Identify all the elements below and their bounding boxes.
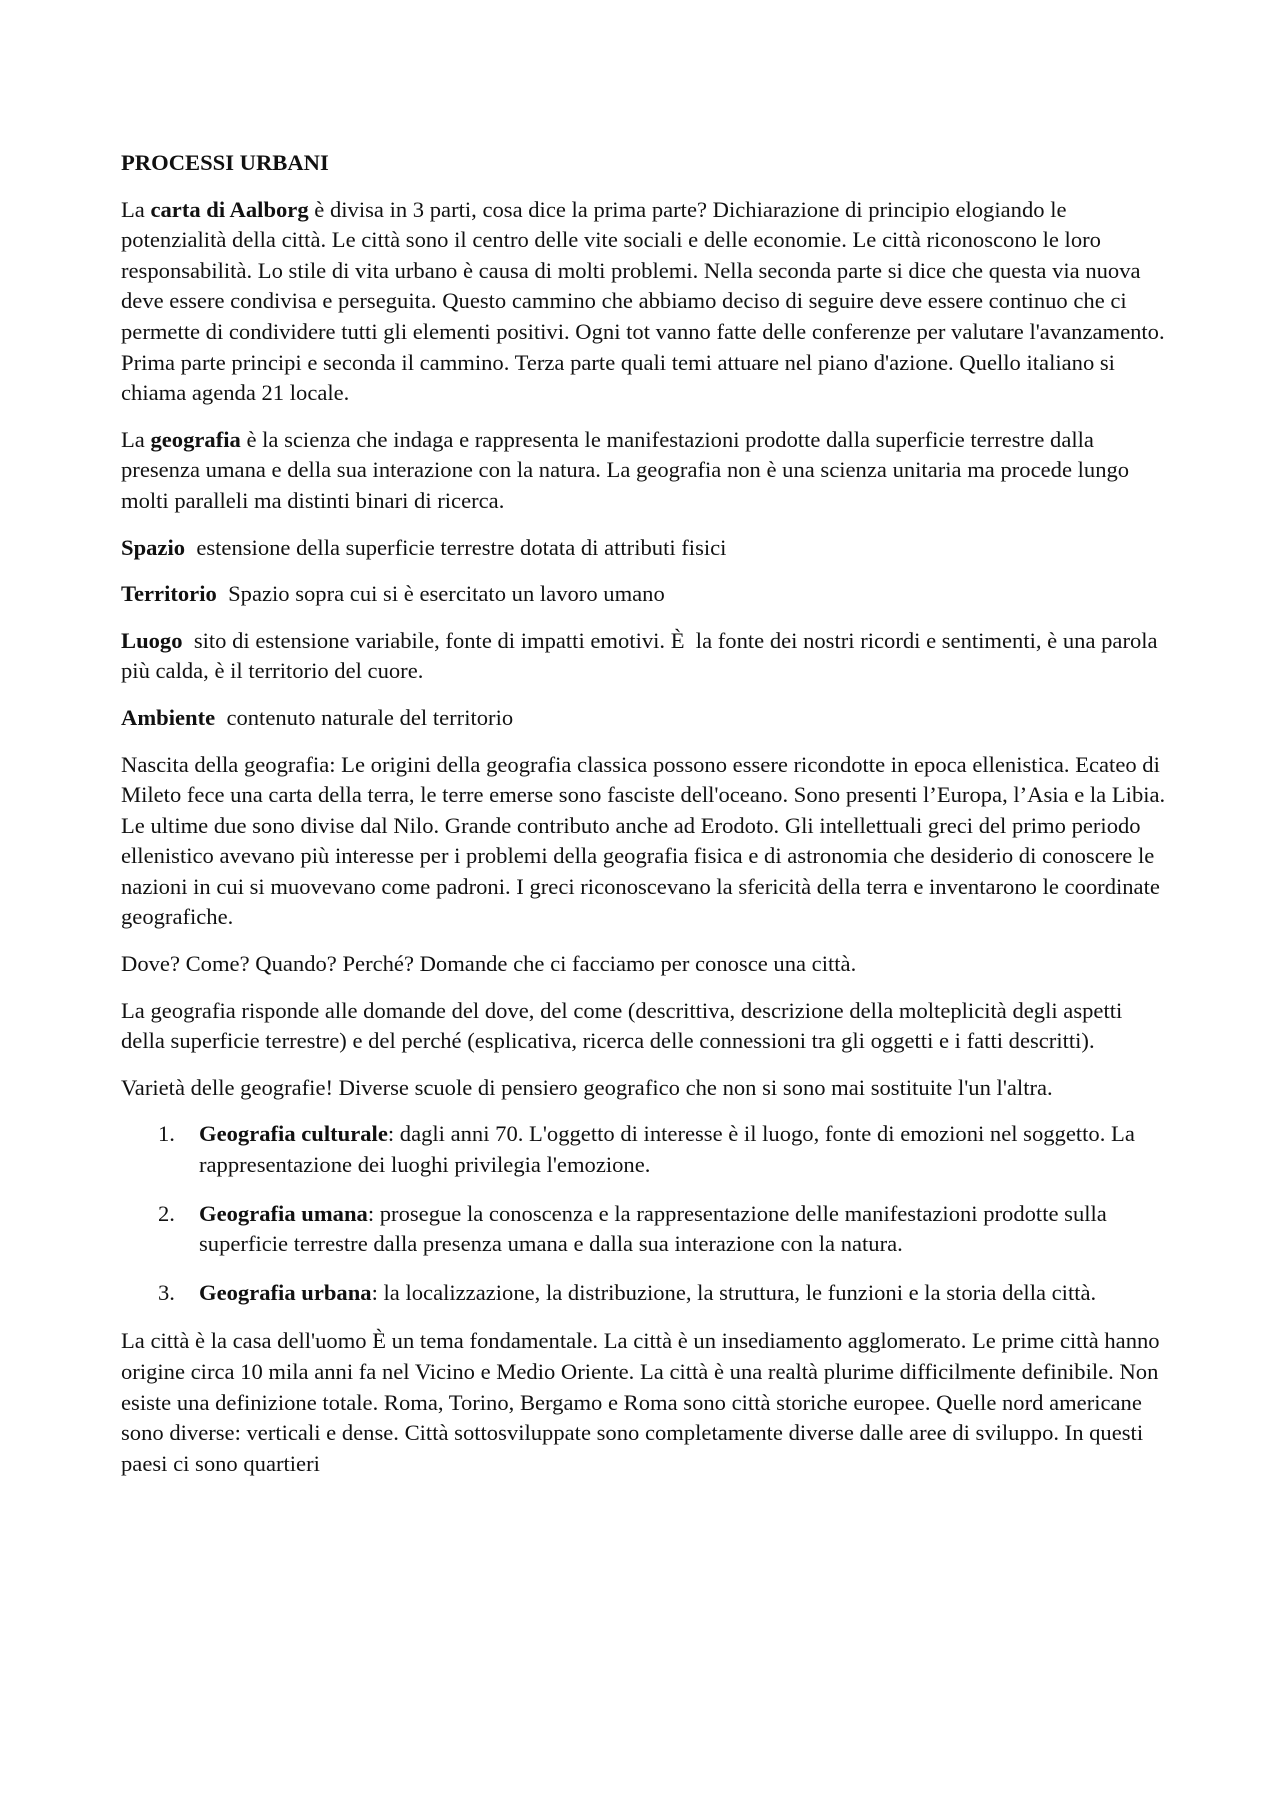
list-number: 2. (158, 1200, 175, 1226)
paragraph-varieta: Varietà delle geografie! Diverse scuole di pensiero geografico che non si sono mai sostituite l'un l'altra. (121, 1074, 1053, 1100)
definition-term: Territorio (121, 581, 217, 607)
document-page (121, 148, 1171, 1479)
definition-spazio: Spazio estensione della superficie terrestre dotata di attributi fisici (121, 534, 727, 560)
paragraph-geografia: La geografia è la scienza che indaga e rappresenta le manifestazioni prodotte dalla superficie terrestre dalla presenza umana e della sua interazione con la natura. La geografia non è una scienza unitaria ma procede lungo molti paralleli ma distinti binari di ricerca. (121, 426, 1130, 513)
list-term: Geografia urbana (199, 1279, 372, 1305)
paragraph-aalborg: La carta di Aalborg è divisa in 3 parti, cosa dice la prima parte? Dichiarazione di principio elogiando le potenzialità della città. Le città sono il centro delle vite sociali e delle economie. Le città riconoscono le loro responsabilità. Lo stile di vita urbano è causa di molti problemi. Nella seconda parte si dice che questa via nuova deve essere condivisa e perseguita. Questo cammino che abbiamo deciso di seguire deve essere continuo che ci permette di condividere tutti gli elementi positivi. Ogni tot vanno fatte delle conferenze per valutare l'avanzamento. Prima parte principi e seconda il cammino. Terza parte quali temi attuare nel piano d'azione. Quello italiano si chiama agenda 21 locale. (121, 196, 1165, 406)
paragraph-risponde: La geografia risponde alle domande del dove, del come (descrittiva, descrizione della molteplicità degli aspetti della superficie terrestre) e del perché (esplicativa, ricerca delle connessioni tra gli oggetti e i fatti descritti). (121, 997, 1123, 1054)
list-item: 1. Geografia culturale: dagli anni 70. L'oggetto di interesse è il luogo, fonte di emozioni nel soggetto. La rappresentazione dei luoghi privilegia l'emozione. (158, 1121, 1135, 1178)
paragraph-dove: Dove? Come? Quando? Perché? Domande che ci facciamo per conosce una città. (121, 951, 857, 977)
definition-term: Spazio (121, 534, 186, 560)
definition-territorio: Territorio Spazio sopra cui si è esercitato un lavoro umano (121, 581, 665, 607)
paragraph-citta: La città è la casa dell'uomo È un tema fondamentale. La città è un insediamento agglomerato. Le prime città hanno origine circa 10 mila anni fa nel Vicino e Medio Oriente. La città è una realtà plurime difficilmente definibile. Non esiste una definizione totale. Roma, Torino, Bergamo e Roma sono città storiche europee. Quelle nord americane sono diverse: verticali e dense. Città sottosviluppate sono completamente diverse dalle aree di sviluppo. In questi paesi ci sono quartieri (121, 1328, 1160, 1476)
document-title: PROCESSI URBANI (121, 150, 329, 175)
definition-term: Ambiente (121, 704, 216, 730)
list-item: 3. Geografia urbana: la localizzazione, la distribuzione, la struttura, le funzioni e la storia della città. (121, 1278, 1171, 1309)
list-term: Geografia culturale (199, 1121, 388, 1147)
geografie-list (121, 1119, 1171, 1308)
bold-term: geografia (150, 426, 241, 452)
bold-term: carta di Aalborg (150, 196, 309, 222)
definition-term: Luogo (121, 627, 183, 653)
list-number: 3. (158, 1279, 175, 1305)
definition-ambiente: Ambiente contenuto naturale del territorio (121, 704, 514, 730)
list-term: Geografia umana (199, 1200, 368, 1226)
definition-luogo: Luogo sito di estensione variabile, fonte di impatti emotivi. È la fonte dei nostri ricordi e sentimenti, è una parola più calda, è il territorio del cuore. (121, 627, 1164, 684)
list-item: 2. Geografia umana: prosegue la conoscenza e la rappresentazione delle manifestazioni prodotte sulla superficie terrestre dalla presenza umana e dalla sua interazione con la natura. (158, 1200, 1107, 1257)
list-number: 1. (158, 1121, 175, 1147)
paragraph-nascita: Nascita della geografia: Le origini della geografia classica possono essere ricondotte in epoca ellenistica. Ecateo di Mileto fece una carta della terra, le terre emerse sono fasciste dell'oceano. Sono presenti l’Europa, l’Asia e la Libia. Le ultime due sono divise dal Nilo. Grande contributo anche ad Erodoto. Gli intellettuali greci del primo periodo ellenistico avevano più interesse per i problemi della geografia fisica e di astronomia che desiderio di conoscere le nazioni in cui si muovevano come padroni. I greci riconoscevano la sfericità della terra e inventarono le coordinate geografiche. (121, 751, 1166, 930)
